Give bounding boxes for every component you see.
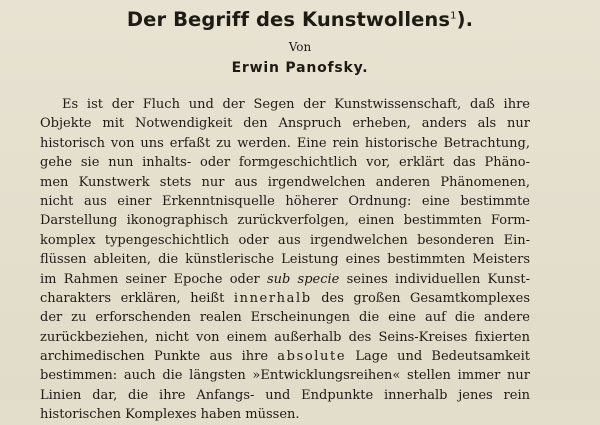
- byline: Von: [288, 40, 312, 54]
- text-segment: Lage und Bedeutsamkeit: [346, 349, 530, 365]
- text-line: [40, 134, 530, 153]
- text-segment: historisch von uns erfaßt zu werden. Eine rein historische Betrachtung,: [40, 135, 530, 151]
- text-line: [40, 289, 530, 308]
- text-line: [40, 95, 530, 114]
- article-title: [0, 8, 600, 31]
- text-segment: Darstellung ikonographisch zurückverfolgen, einen bestimmten Form-: [40, 213, 530, 229]
- text-line: [40, 386, 530, 405]
- text-segment: Objekte mit Notwendigkeit den Anspruch erheben, anders als nur: [40, 116, 530, 132]
- text-segment: seines individuellen Kunst-: [339, 271, 530, 287]
- body-paragraph: [40, 95, 530, 425]
- text-segment: flüssen ableiten, die künstlerische Leistung eines bestimmten Meisters: [40, 252, 530, 268]
- text-line: [40, 231, 530, 250]
- text-segment: Linien dar, die ihre Anfangs- und Endpunkte innerhalb jenes rein: [40, 387, 530, 403]
- text-line: [40, 211, 530, 230]
- author-name: Erwin Panofsky.: [231, 60, 369, 76]
- text-segment: Es ist der Fluch und der Segen der Kunstwissenschaft, daß ihre: [62, 97, 530, 112]
- text-line: [40, 192, 530, 211]
- text-line: [40, 347, 530, 366]
- emphasis-spaced: absolute: [277, 349, 347, 365]
- text-line: [40, 270, 530, 289]
- emphasis-spaced: innerhalb: [233, 290, 312, 306]
- text-line: [40, 366, 530, 385]
- text-segment: charakters erklären, heißt: [40, 290, 234, 306]
- text-line: [40, 173, 530, 192]
- text-segment: men Kunstwerk stets nur aus irgendwelchen anderen Phänomenen,: [40, 174, 530, 190]
- text-segment: komplex typengeschichtlich oder aus irgendwelchen besonderen Ein-: [40, 232, 530, 248]
- text-line: [40, 308, 530, 327]
- article-title-text: Der Begriff des Kunstwollens: [126, 8, 451, 31]
- text-segment: zurückbeziehen, nicht von einem außerhalb des Seins-Kreises fixierten: [40, 329, 530, 345]
- footnote-marker[interactable]: 1: [450, 10, 457, 22]
- text-line: [40, 114, 530, 133]
- emphasis-italic: sub specie: [266, 271, 340, 287]
- text-segment: im Rahmen seiner Epoche oder: [40, 271, 267, 287]
- text-line: [40, 405, 530, 424]
- text-line: [40, 250, 530, 269]
- article-title-suffix: ).: [456, 8, 474, 31]
- text-segment: nicht aus einer Erkenntnisquelle höherer Ordnung: eine bestimmte: [40, 193, 530, 209]
- text-segment: historischen Komplexes haben müssen.: [40, 407, 300, 423]
- text-segment: bestimmen: auch die längsten »Entwicklungsreihen« stellen immer nur: [40, 368, 530, 384]
- text-segment: der zu erforschenden realen Erscheinungen die eine auf die andere: [40, 310, 530, 326]
- text-segment: gehe sie nun inhalts- oder formgeschichtlich vor, erklärt das Phäno-: [40, 155, 530, 171]
- text-segment: archimedischen Punkte aus ihre: [40, 349, 278, 365]
- text-segment: des großen Gesamtkomplexes: [311, 290, 530, 306]
- text-line: [40, 328, 530, 347]
- text-line: [40, 153, 530, 172]
